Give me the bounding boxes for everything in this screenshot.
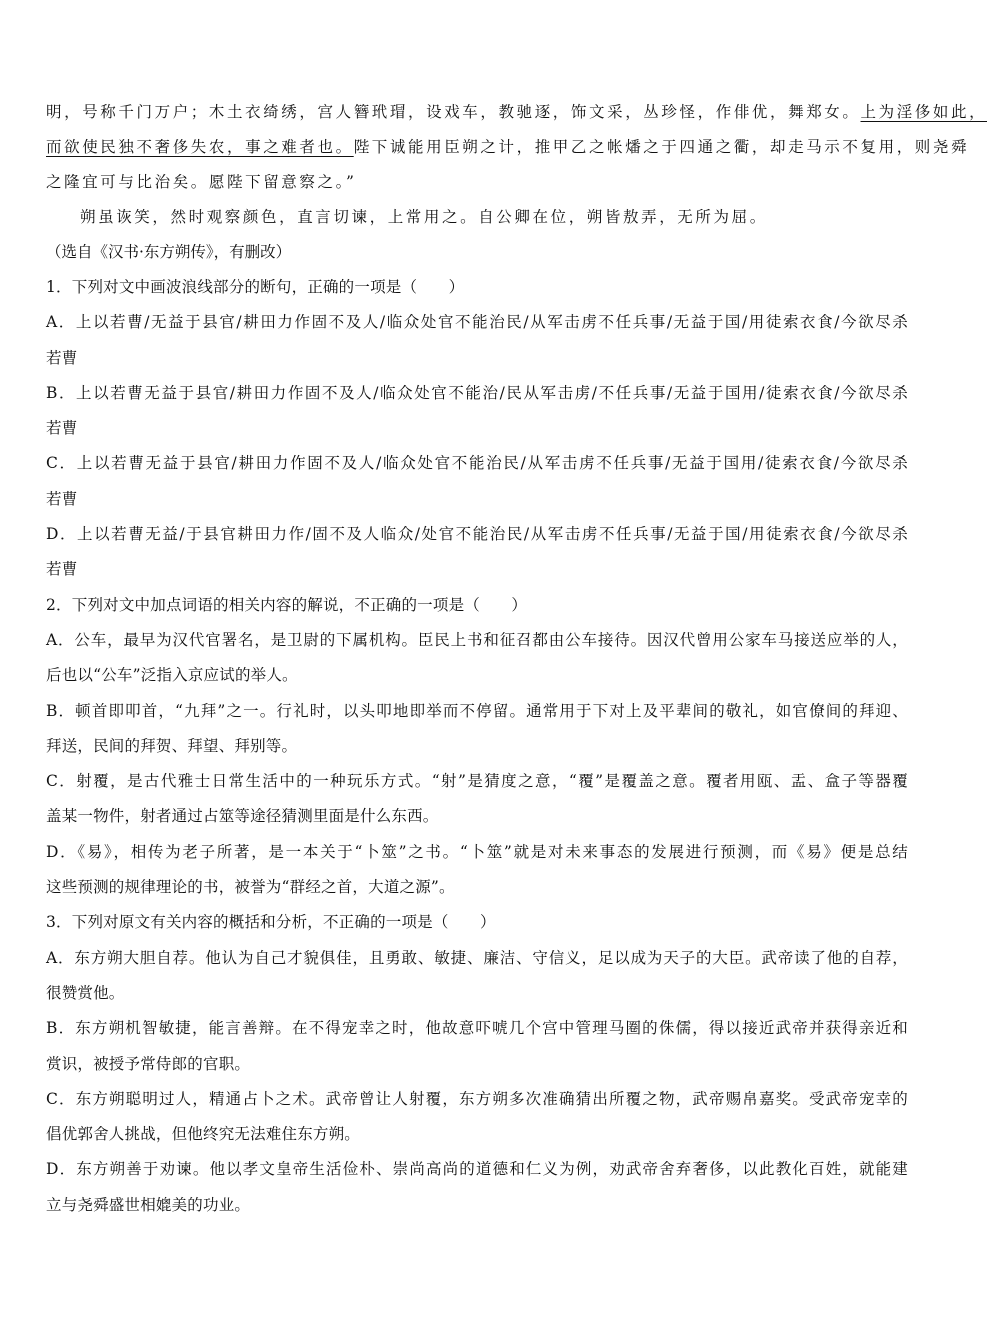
option-a[interactable] [46,305,908,376]
option-text-continued: 若曹 [46,419,78,438]
option-text-continued: 若曹 [46,348,78,367]
option-text: A．公车，最早为汉代官署名，是卫尉的下属机构。臣民上书和征召都由公车接待。因汉代曾用公家车马接送应举的人， [46,630,908,649]
option-text-continued: 这些预测的规律理论的书，被誉为“群经之首，大道之源”。 [46,878,455,897]
option-text: D．上以若曹无益/于县官耕田力作/固不及人临众/处官不能治民/从军击虏不任兵事/无益于国/用徒索衣食/今欲尽杀 [46,525,908,544]
question-1 [46,270,908,588]
option-text: B．东方朔机智敏捷，能言善辩。在不得宠幸之时，他故意吓唬几个宫中管理马圈的侏儒，得以接近武帝并获得亲近和 [46,1019,908,1038]
option-text-continued: 若曹 [46,560,78,579]
option-d[interactable] [46,835,908,906]
option-a[interactable] [46,941,908,1012]
question-2 [46,588,908,906]
question-3 [46,905,908,1223]
option-text: C．东方朔聪明过人，精通占卜之术。武帝曾让人射覆，东方朔多次准确猜出所覆之物，武帝赐帛嘉奖。受武帝宠幸的 [46,1089,908,1108]
option-text: B．顿首即叩首，“九拜”之一。行礼时，以头叩地即举而不停留。通常用于下对上及平辈间的敬礼，如官僚间的拜迎、 [46,701,908,720]
question-stem: 1．下列对文中画波浪线部分的断句，正确的一项是（ ） [46,278,465,296]
passage-text: 陛下诚能用臣朔之计，推甲乙之帐燔之于四通之衢，却走马示不复用，则尧舜 [353,138,970,156]
option-b[interactable] [46,694,908,765]
passage-line-2 [46,130,970,165]
option-d[interactable] [46,1152,908,1223]
option-text: D．《易》，相传为老子所著，是一本关于“卜筮”之书。“卜筮”就是对未来事态的发展进行预测，而《易》便是总结 [46,842,908,861]
underlined-sentence: 而欲使民独不奢侈失农，事之难者也。 [46,138,354,156]
option-d[interactable] [46,517,908,588]
option-text-continued: 立与尧舜盛世相媲美的功业。 [46,1195,251,1214]
passage-line-1 [46,95,987,130]
option-text: A．东方朔大胆自荐。他认为自己才貌俱佳，且勇敢、敏捷、廉洁、守信义，足以成为天子的大臣。武帝读了他的自荐， [46,948,908,967]
option-text-continued: 盖某一物件，射者通过占筮等途径猜测里面是什么东西。 [46,807,439,826]
option-c[interactable] [46,446,908,517]
option-text-continued: 倡优郭舍人挑战，但他终究无法难住东方朔。 [46,1125,361,1144]
question-stem: 3．下列对原文有关内容的概括和分析，不正确的一项是（ ） [46,913,496,932]
passage-source: （选自《汉书·东方朔传》，有删改） [46,243,292,261]
passage-line-4: 朔虽诙笑，然时观察颜色，直言切谏，上常用之。自公卿在位，朔皆敖弄，无所为屈。 [80,208,768,226]
underlined-sentence: 上为淫侈如此， [860,103,987,121]
question-stem: 2．下列对文中加点词语的相关内容的解说，不正确的一项是（ ） [46,595,528,614]
option-text-continued: 后也以“公车”泛指入京应试的举人。 [46,666,298,685]
option-c[interactable] [46,1082,908,1153]
option-text: A．上以若曹/无益于县官/耕田力作固不及人/临众处官不能治民/从军击虏不任兵事/无益于国/用徒索衣食/今欲尽杀 [46,313,908,332]
passage-text: 明，号称千门万户；木土衣绮绣，宫人簪玳瑁，设戏车，教驰逐，饰文采，丛珍怪，作俳优，舞郑女。 [46,103,861,121]
option-text-continued: 若曹 [46,489,78,508]
option-text: D．东方朔善于劝谏。他以孝文皇帝生活俭朴、崇尚高尚的道德和仁义为例，劝武帝舍弃奢侈，以此教化百姓，就能建 [46,1160,908,1179]
option-text: C．射覆，是古代雅士日常生活中的一种玩乐方式。“射”是猜度之意，“覆”是覆盖之意。覆者用瓯、盂、盒子等器覆 [46,772,908,791]
option-text: C．上以若曹无益于县官/耕田力作固不及人/临众处官不能治民/从军击虏不任兵事/无益于国用/徒索衣食/今欲尽杀 [46,454,908,473]
option-text-continued: 拜送，民间的拜贺、拜望、拜别等。 [46,736,298,755]
option-text-continued: 赏识，被授予常侍郎的官职。 [46,1054,251,1073]
passage-line-3: 之隆宜可与比治矣。愿陛下留意察之。” [46,173,357,191]
option-text-continued: 很赞赏他。 [46,983,125,1002]
option-a[interactable] [46,623,908,694]
document-page [46,95,987,1223]
option-b[interactable] [46,376,908,447]
option-c[interactable] [46,764,908,835]
option-text: B．上以若曹无益于县官/耕田力作固不及人/临众处官不能治/民从军击虏/不任兵事/无益于国用/徒索衣食/今欲尽杀 [46,383,908,402]
option-b[interactable] [46,1011,908,1082]
